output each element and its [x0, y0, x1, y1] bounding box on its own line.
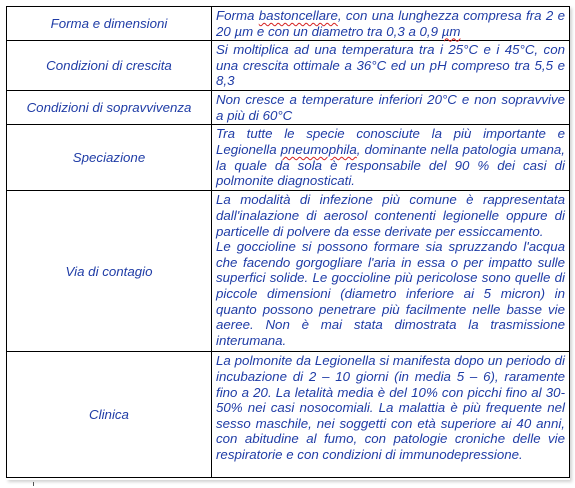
row-value: Si moltiplica ad una temperatura tra i 25°C e i 45°C, con una crescita ottimale a 36°C ed un pH compreso tra 5,5 e 8,3: [212, 41, 570, 91]
table-row-condizioni-crescita: [7, 41, 570, 91]
row-label: Clinica: [7, 352, 212, 478]
row-label: Condizioni di sopravvivenza: [7, 91, 212, 125]
value-text: , dominante nella patologia umana, la quale da sola è responsabile del 90 % dei casi di polmonite diagnosticati.: [216, 141, 565, 189]
paragraph: Le goccioline si possono formare sia spruzzando l'acqua che facendo gorgogliare l'aria in essa o per impatto sulle superfici solide. Le goccioline più pericolose sono quelle di piccole dimensioni (diametro inferiore ai 5 micron) in quanto possono penetrare più facilmente nelle basse vie aeree. Non è mai stata dimostrata la trasmissione interumana.: [216, 239, 565, 348]
misspelled-word[interactable]: µm: [441, 23, 461, 39]
table-row-condizioni-sopravvivenza: [7, 91, 570, 125]
table-row-via-contagio: [7, 191, 570, 352]
row-label: Condizioni di crescita: [7, 41, 212, 91]
value-text: Forma: [216, 8, 259, 23]
value-text: , con una lunghezza compresa fra 2 e 20 µm e con un diametro tra 0,3 a 0,9: [216, 8, 565, 39]
row-label: Via di contagio: [7, 191, 212, 352]
misspelled-word[interactable]: pneumophila: [280, 141, 357, 157]
table-row-speciazione: [7, 125, 570, 191]
row-value: La polmonite da Legionella si manifesta dopo un periodo di incubazione di 2 – 10 giorni (in media 5 – 6), raramente fino a 20. La letalità media è del 10% con picchi fino al 30-50% nei casi nosocomiali. La malattia è più frequente nel sesso maschile, nei soggetti con età superiore ai 40 anni, con abitudine al fumo, con patologie croniche delle vie respiratorie e con condizioni di immunodepressione.: [212, 352, 570, 478]
document-page: [6, 6, 570, 480]
row-value: [212, 7, 570, 41]
misspelled-word[interactable]: bastoncellare: [258, 8, 338, 23]
paragraph: La modalità di infezione più comune è rappresentata dall'inalazione di aerosol contenenti legionelle oppure di particelle di polvere da esse derivate per essiccamento.: [216, 192, 565, 239]
table-row-clinica: [7, 352, 570, 478]
row-value: [212, 125, 570, 191]
text-cursor: [33, 482, 34, 486]
row-label: Speciazione: [7, 125, 212, 191]
value-text: Tra tutte le specie conosciute la più importante e Legionella: [216, 126, 565, 157]
row-value: [212, 191, 570, 352]
legionella-info-table: [6, 6, 570, 478]
row-value: Non cresce a temperature inferiori 20°C e non sopravvive a più di 60°C: [212, 91, 570, 125]
row-label: Forma e dimensioni: [7, 7, 212, 41]
table-row-forma-dimensioni: [7, 7, 570, 41]
